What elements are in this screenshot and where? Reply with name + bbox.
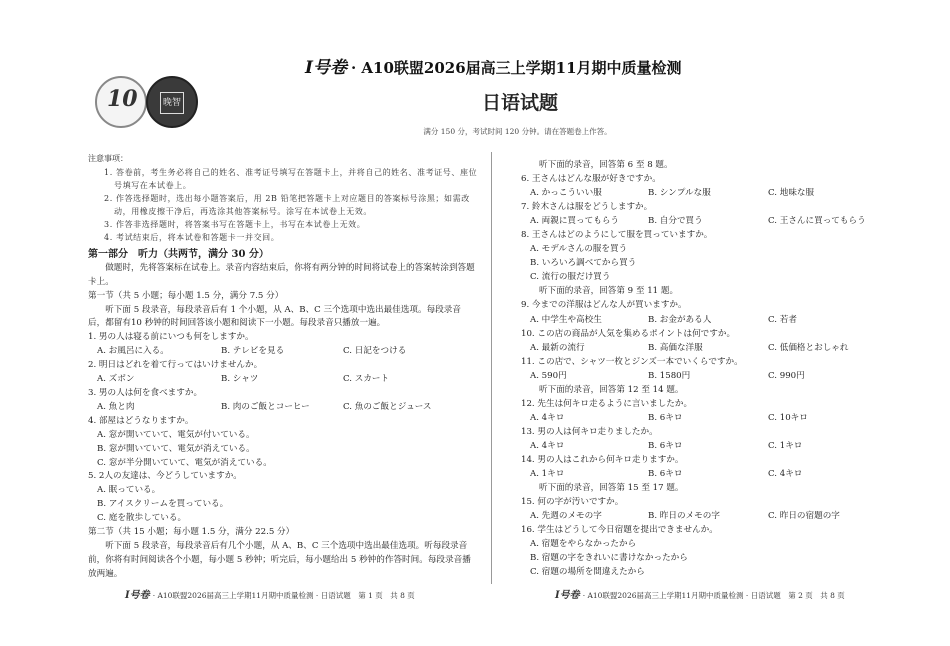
answer-option: A. 590円 bbox=[530, 370, 567, 381]
question-text: 4. 部屋はどうなりますか。 bbox=[88, 415, 194, 426]
alliance-logo: 10 bbox=[95, 76, 147, 128]
right-column bbox=[521, 158, 901, 579]
answer-option: A. 窓が開いていて、電気が付いている。 bbox=[97, 429, 255, 440]
answer-option: A. 眠っている。 bbox=[97, 485, 161, 496]
answer-options bbox=[521, 537, 901, 579]
answer-option: C. 低価格とおしゃれ bbox=[768, 342, 849, 353]
question-text: 1. 男の人は寝る前にいつも何をしますか。 bbox=[88, 332, 254, 343]
answer-option: A. モデルさんの服を買う bbox=[530, 244, 628, 255]
answer-option: B. 自分で買う bbox=[648, 216, 703, 227]
question-text: 15. 何の字が汚いですか。 bbox=[521, 497, 624, 508]
answer-option: A. 先週のメモの字 bbox=[530, 511, 602, 522]
answer-option: B. 1580円 bbox=[648, 370, 691, 381]
question-text: 14. 男の人はこれから何キロ走りますか。 bbox=[521, 454, 684, 465]
question-text: 8. 王さんはどのようにして服を買っていますか。 bbox=[521, 230, 713, 241]
answer-option: A. 中学生や高校生 bbox=[530, 314, 602, 325]
answer-options bbox=[521, 341, 901, 355]
footer-brand: I号卷 bbox=[555, 590, 580, 601]
subject-title: 日语试题 bbox=[481, 92, 558, 114]
page-footer-2 bbox=[555, 586, 845, 601]
answer-options bbox=[521, 186, 901, 200]
answer-option: A. 4キロ bbox=[530, 440, 565, 451]
answer-option: C. スカート bbox=[343, 374, 390, 385]
footer-brand: I号卷 bbox=[125, 590, 150, 601]
answer-option: B. シャツ bbox=[221, 374, 259, 385]
exam-title bbox=[305, 53, 682, 78]
answer-option: A. 魚と肉 bbox=[97, 401, 135, 412]
listening-intro: 听下面的录音，回答第 6 至 8 题。 bbox=[539, 160, 673, 170]
listening-intro: 听下面的录音，回答第 15 至 17 题。 bbox=[539, 483, 684, 494]
question-text: 9. 今までの洋服はどんな人が買いますか。 bbox=[521, 300, 687, 311]
listening-intro: 听下面的录音，回答第 12 至 14 题。 bbox=[539, 384, 684, 395]
answer-option: A. 4キロ bbox=[530, 412, 565, 423]
left-column bbox=[88, 152, 478, 582]
answer-options bbox=[521, 313, 901, 327]
answer-option: B. いろいろ調べてから買う bbox=[530, 258, 637, 269]
answer-option: A. 両親に買ってもらう bbox=[530, 216, 620, 227]
answer-option: B. テレビを見る bbox=[221, 346, 285, 357]
answer-options bbox=[521, 369, 901, 383]
answer-option: C. 1キロ bbox=[768, 440, 803, 451]
note-item: 3. 作答非选择题时，将答案书写在答题卡上，书写在本试卷上无效。 bbox=[104, 219, 366, 229]
answer-option: C. 若者 bbox=[768, 314, 797, 325]
answer-option: B. お金がある人 bbox=[648, 314, 712, 325]
answer-option: A. かっこういい服 bbox=[530, 188, 602, 199]
brand-mark: I号卷 bbox=[305, 58, 347, 78]
answer-option: B. 昨日のメモの字 bbox=[648, 511, 720, 522]
answer-option: C. 窓が半分開いていて、電気が消えている。 bbox=[97, 457, 272, 468]
answer-option: B. 高価な洋服 bbox=[648, 342, 703, 353]
question-text: 7. 鈴木さんは服をどうしますか。 bbox=[521, 202, 653, 213]
answer-options bbox=[521, 439, 901, 453]
page-footer-1 bbox=[125, 586, 415, 601]
question-group bbox=[521, 495, 901, 579]
answer-options bbox=[88, 484, 478, 526]
answer-option: A. 最新の流行 bbox=[530, 342, 585, 353]
answer-options bbox=[521, 214, 901, 228]
answer-option: A. お風呂に入る。 bbox=[97, 346, 169, 357]
question-text: 12. 先生は何キロ走るように言いましたか。 bbox=[521, 398, 693, 409]
answer-option: C. 魚のご飯とジュース bbox=[343, 401, 432, 412]
answer-option: A. 1キロ bbox=[530, 469, 565, 480]
note-item: 2. 作答选择题时，选出每小题答案后，用 2B 铅笔把答题卡上对应题目的答案标号涂黑；如需改动，用橡皮擦干净后，再选涂其他答案标号。涂写在本试卷上无效。 bbox=[104, 193, 470, 216]
answer-option: B. アイスクリームを買っている。 bbox=[97, 499, 229, 510]
column-divider bbox=[491, 152, 492, 584]
part1-title: 第一部分 听力（共两节，满分 30 分） bbox=[88, 248, 269, 260]
answer-option: C. 庭を散歩している。 bbox=[97, 513, 187, 524]
answer-options bbox=[521, 509, 901, 523]
answer-options bbox=[88, 373, 478, 387]
answer-option: B. 窓が開いていて、電気が消えている。 bbox=[97, 443, 255, 454]
section2-instructions: 听下面 5 段录音，每段录音后有几个小题，从 A、B、C 三个选项中选出最佳选项。听每段录音前，你将有时间阅读各个小题，每小题 5 秒钟；听完后，每小题给出 5 秒钟的作答时间。每段录音播放两遍。 bbox=[88, 540, 471, 579]
answer-options bbox=[88, 345, 478, 359]
answer-options bbox=[521, 242, 901, 284]
question-text: 13. 男の人は何キロ走りましたか。 bbox=[521, 426, 658, 437]
answer-option: C. 4キロ bbox=[768, 469, 803, 480]
note-item: 4. 考试结束后，将本试卷和答题卡一并交回。 bbox=[104, 232, 280, 242]
answer-option: C. 990円 bbox=[768, 370, 805, 381]
question-group bbox=[521, 172, 901, 284]
question-text: 11. この店で、シャツ一枚とジンズ一本でいくらですか。 bbox=[521, 356, 743, 367]
answer-option: C. 昨日の宿題の字 bbox=[768, 511, 840, 522]
section2-title: 第二节（共 15 小题；每小题 1.5 分，满分 22.5 分） bbox=[88, 527, 295, 538]
answer-option: B. 肉のご飯とコーヒー bbox=[221, 401, 310, 412]
answer-option: C. 10キロ bbox=[768, 412, 808, 423]
note-item: 1. 答卷前，考生务必将自己的姓名、准考证号填写在答题卡上，并将自己的姓名、准考证号、座位号填写在本试卷上。 bbox=[104, 167, 478, 190]
notes-title: 注意事项： bbox=[88, 154, 128, 163]
question-group bbox=[521, 397, 901, 481]
answer-options bbox=[88, 429, 478, 471]
answer-options bbox=[88, 401, 478, 415]
answer-option: B. シンプルな服 bbox=[648, 188, 711, 199]
question-text: 6. 王さんはどんな服が好きですか。 bbox=[521, 174, 661, 185]
question-text: 3. 男の人は何を食べますか。 bbox=[88, 387, 203, 398]
question-text: 5. 2人の友達は、今どうしていますか。 bbox=[88, 471, 242, 482]
question-text: 2. 明日はどれを着て行ってはいけませんか。 bbox=[88, 360, 263, 371]
answer-option: A. 宿題をやらなかったから bbox=[530, 539, 637, 550]
section1-questions bbox=[88, 331, 478, 526]
answer-option: C. 王さんに買ってもらう bbox=[768, 216, 866, 227]
answer-option: C. 地味な服 bbox=[768, 188, 815, 199]
answer-option: B. 6キロ bbox=[648, 440, 683, 451]
footer-text: · A10联盟2026届高三上学期11月期中质量检测 · 日语试题 第 2 页 共 8 页 bbox=[582, 591, 845, 600]
answer-option: C. 日記をつける bbox=[343, 346, 407, 357]
answer-option: B. 6キロ bbox=[648, 412, 683, 423]
question-text: 16. 学生はどうして今日宿題を提出できませんか。 bbox=[521, 525, 718, 536]
question-group bbox=[521, 298, 901, 382]
part1-instructions: 做题时，先将答案标在试卷上。录音内容结束后，你将有两分钟的时间将试卷上的答案转涂到答题卡上。 bbox=[88, 262, 475, 287]
answer-option: B. 6キロ bbox=[648, 469, 683, 480]
listening-intro: 听下面的录音，回答第 9 至 11 题。 bbox=[539, 286, 679, 297]
section1-title: 第一节（共 5 小题；每小题 1.5 分，满分 7.5 分） bbox=[88, 290, 284, 301]
answer-option: C. 宿題の場所を間違えたから bbox=[530, 567, 645, 578]
section1-instructions: 听下面 5 段录音，每段录音后有 1 个小题，从 A、B、C 三个选项中选出最佳选项。每段录音后，都留有10 秒钟的时间回答该小题和阅读下一小题。每段录音只播放一遍。 bbox=[88, 304, 461, 329]
answer-option: C. 流行の服だけ買う bbox=[530, 272, 611, 283]
footer-text: · A10联盟2026届高三上学期11月期中质量检测 · 日语试题 第 1 页 共 8 页 bbox=[152, 591, 415, 600]
question-text: 10. この店の商品が人気を集めるポイントは何ですか。 bbox=[521, 328, 736, 339]
answer-options bbox=[521, 411, 901, 425]
exam-title-text: · A10联盟2026届高三上学期11月期中质量检测 bbox=[350, 59, 682, 77]
exam-info: 满分 150 分，考试时间 120 分钟。请在答题卷上作答。 bbox=[423, 127, 612, 136]
answer-option: A. ズボン bbox=[97, 374, 135, 385]
notes-list bbox=[88, 166, 478, 244]
answer-options bbox=[521, 467, 901, 481]
logo-text: 晚智 bbox=[160, 92, 184, 114]
answer-option: B. 宿題の字をきれいに書けなかったから bbox=[530, 553, 688, 564]
